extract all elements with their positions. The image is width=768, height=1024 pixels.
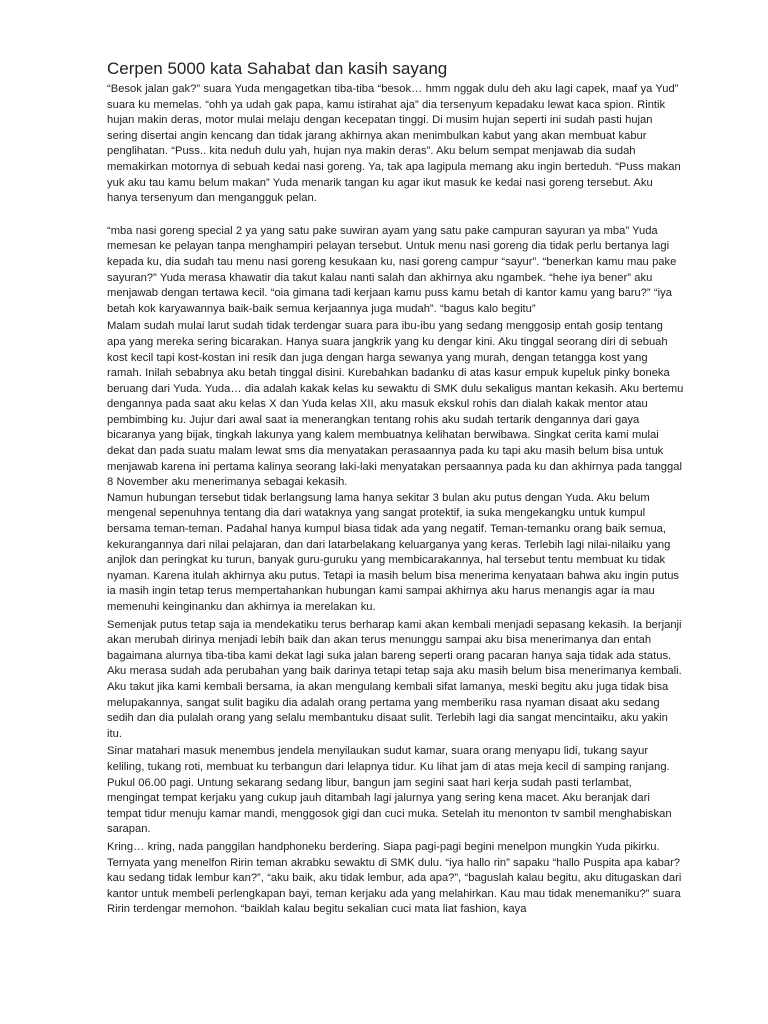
- paragraph-6: Sinar matahari masuk menembus jendela menyilaukan sudut kamar, suara orang menyapu lidi, tukang sayur keliling, tukang roti, membuat ku terbangun dari lelapnya tidur. Ku lihat jam di atas meja kecil di samping ranjang. Pukul 06.00 pagi. Untung sekarang sedang libur, bangun jam segini saat hari kerja sudah pasti terlambat, mengingat tempat kerjaku yang cukup jauh ditambah lagi jalurnya yang sering kena macet. Aku beranjak dari tempat tidur menuju kamar mandi, menggosok gigi dan cuci muka. Setelah itu menonton tv sambil menghabiskan sarapan.: [107, 745, 672, 836]
- paragraph-2: “mba nasi goreng special 2 ya yang satu pake suwiran ayam yang satu pake campuran sayuran ya mba” Yuda memesan ke pelayan tanpa menghampiri pelayan tersebut. Untuk menu nasi goreng dia tidak perlu bertanya lagi kepada ku, dia sudah tau menu nasi goreng kesukaan ku, nasi goreng campur “sayur”. “benerkan kamu mau pake sayuran?” Yuda merasa khawatir dia takut kalau nanti salah dan akhirnya aku ngambek. “hehe iya bener” aku menjawab dengan tertawa kecil. “oia gimana tadi kerjaan kamu puss kamu betah di kantor kamu yang baru?” “iya betah kok karyawannya baik-baik semua kerjaannya juga mudah”. “bagus kalo begitu”: [107, 224, 677, 315]
- paragraph-1: “Besok jalan gak?” suara Yuda mengagetkan tiba-tiba “besok… hmm nggak dulu deh aku lagi capek, maaf ya Yud” suara ku memelas. “ohh ya udah gak papa, kamu istirahat aja” dia tersenyum kepadaku lewat kaca spion. Rintik hujan makin deras, motor mulai melaju dengan kecepatan tinggi. Di musim hujan seperti ini sudah pasti hujan sering disertai angin kencang dan tidak jarang akhirnya akan menimbulkan kabut yang akan membuat kabur penglihatan. “Puss.. kita neduh dulu yah, hujan nya makin deras”. Aku belum sempat menjawab dia sudah memakirkan motornya di sebuah kedai nasi goreng. Ya, tak apa lagipula memang aku ingin berteduh. “Puss makan yuk aku tau kamu belum makan” Yuda menarik tangan ku agar ikut masuk ke kedai nasi goreng tersebut. Aku hanya tersenyum dan mengangguk pelan.: [107, 83, 681, 205]
- paragraph-gap: [107, 207, 684, 224]
- paragraph-4: Namun hubungan tersebut tidak berlangsung lama hanya sekitar 3 bulan aku putus dengan Yuda. Aku belum mengenal sepenuhnya tentang dia dari wataknya yang sangat protektif, ia suka mengekangku untuk kumpul bersama teman-teman. Padahal hanya kumpul biasa tidak ada yang negatif. Teman-temanku orang baik semua, kekurangannya dari nilai pelajaran, dan dari latarbelakang keluarganya yang keras. Terlebih lagi nilai-nilaiku yang anjlok dan peringkat ku turun, banyak guru-guruku yang membicarakannya, hal tersebut tentu membuat ku tidak nyaman. Karena itulah akhirnya aku putus. Tetapi ia masih belum bisa menerima kenyataan bahwa aku ingin putus ia masih ingin tetap terus mempertahankan hubungan kami sampai akhirnya aku harus menangis agar ia mau memenuhi keinginanku dan akhirnya ia merelakan ku.: [107, 491, 680, 613]
- paragraph-7: Kring… kring, nada panggilan handphoneku berdering. Siapa pagi-pagi begini menelpon mungkin Yuda pikirku. Ternyata yang menelfon Ririn teman akrabku sewaktu di SMK dulu. “iya hallo rin” sapaku “hallo Puspita apa kabar? kau sedang tidak lembur kan?”, “aku baik, aku tidak lembur, ada apa?”, “baguslah kalau begitu, aku ditugaskan dari kantor untuk membeli perlengkapan bayi, teman kerjaku ada yang melahirkan. Kau mau tidak menemaniku?” suara Ririn terdengar memohon. “baiklah kalau begitu sekalian cuci mata liat fashion, kaya: [107, 840, 682, 916]
- paragraph-5: Semenjak putus tetap saja ia mendekatiku terus berharap kami akan kembali menjadi sepasang kekasih. Ia berjanji akan merubah dirinya menjadi lebih baik dan akan terus menunggu sampai aku bisa menerimanya dan entah bagaimana alurnya tiba-tiba kami dekat lagi suka jalan bareng seperti orang pacaran hanya saja tidak ada status. Aku merasa sudah ada perubahan yang baik darinya tetapi tetap saja aku masih belum bisa menerimanya kembali. Aku takut jika kami kembali bersama, ia akan mengulang kembali sifat lamanya, meski begitu aku juga tidak bisa melupakannya, sangat sulit bagiku dia adalah orang pertama yang memberiku rasa nyaman disaat aku sedang sedih dan dia pulalah orang yang selalu membantuku disaat sulit. Terlebih lagi dia sangat mencintaiku, aku yakin itu.: [107, 618, 682, 740]
- paragraph-3: Malam sudah mulai larut sudah tidak terdengar suara para ibu-ibu yang sedang menggosip entah gosip tentang apa yang mereka sering bicarakan. Hanya suara jangkrik yang ku dengar kini. Aku tinggal seorang diri di sebuah kost kecil tapi kost-kostan ini resik dan juga dengan harga sewanya yang murah, dengan tetangga kost yang ramah. Inilah sebabnya aku betah tinggal disini. Kurebahkan badanku di atas kasur empuk kupeluk pinky boneka beruang dari Yuda. Yuda… dia adalah kakak kelas ku sewaktu di SMK dulu sekaligus mantan kekasih. Aku bertemu dengannya pada saat aku kelas X dan Yuda kelas XII, aku masuk ekskul rohis dan dialah kakak mentor atau pembimbing ku. Jujur dari awal saat ia menerangkan tentang rohis aku sudah tertarik dengannya dari gaya bicaranya yang bijak, tingkah lakunya yang kalem membuatnya kelihatan berwibawa. Singkat cerita kami mulai dekat dan pada suatu malam lewat sms dia menyatakan perasaannya pada ku tapi aku masih belum bisa untuk menjawab karena ini pertama kalinya seorang laki-laki menyatakan persaannya pada ku dan akhirnya pada tanggal 8 November aku menerimanya sebagai kekasih.: [107, 320, 684, 489]
- document-title: Cerpen 5000 kata Sahabat dan kasih sayang: [107, 59, 448, 78]
